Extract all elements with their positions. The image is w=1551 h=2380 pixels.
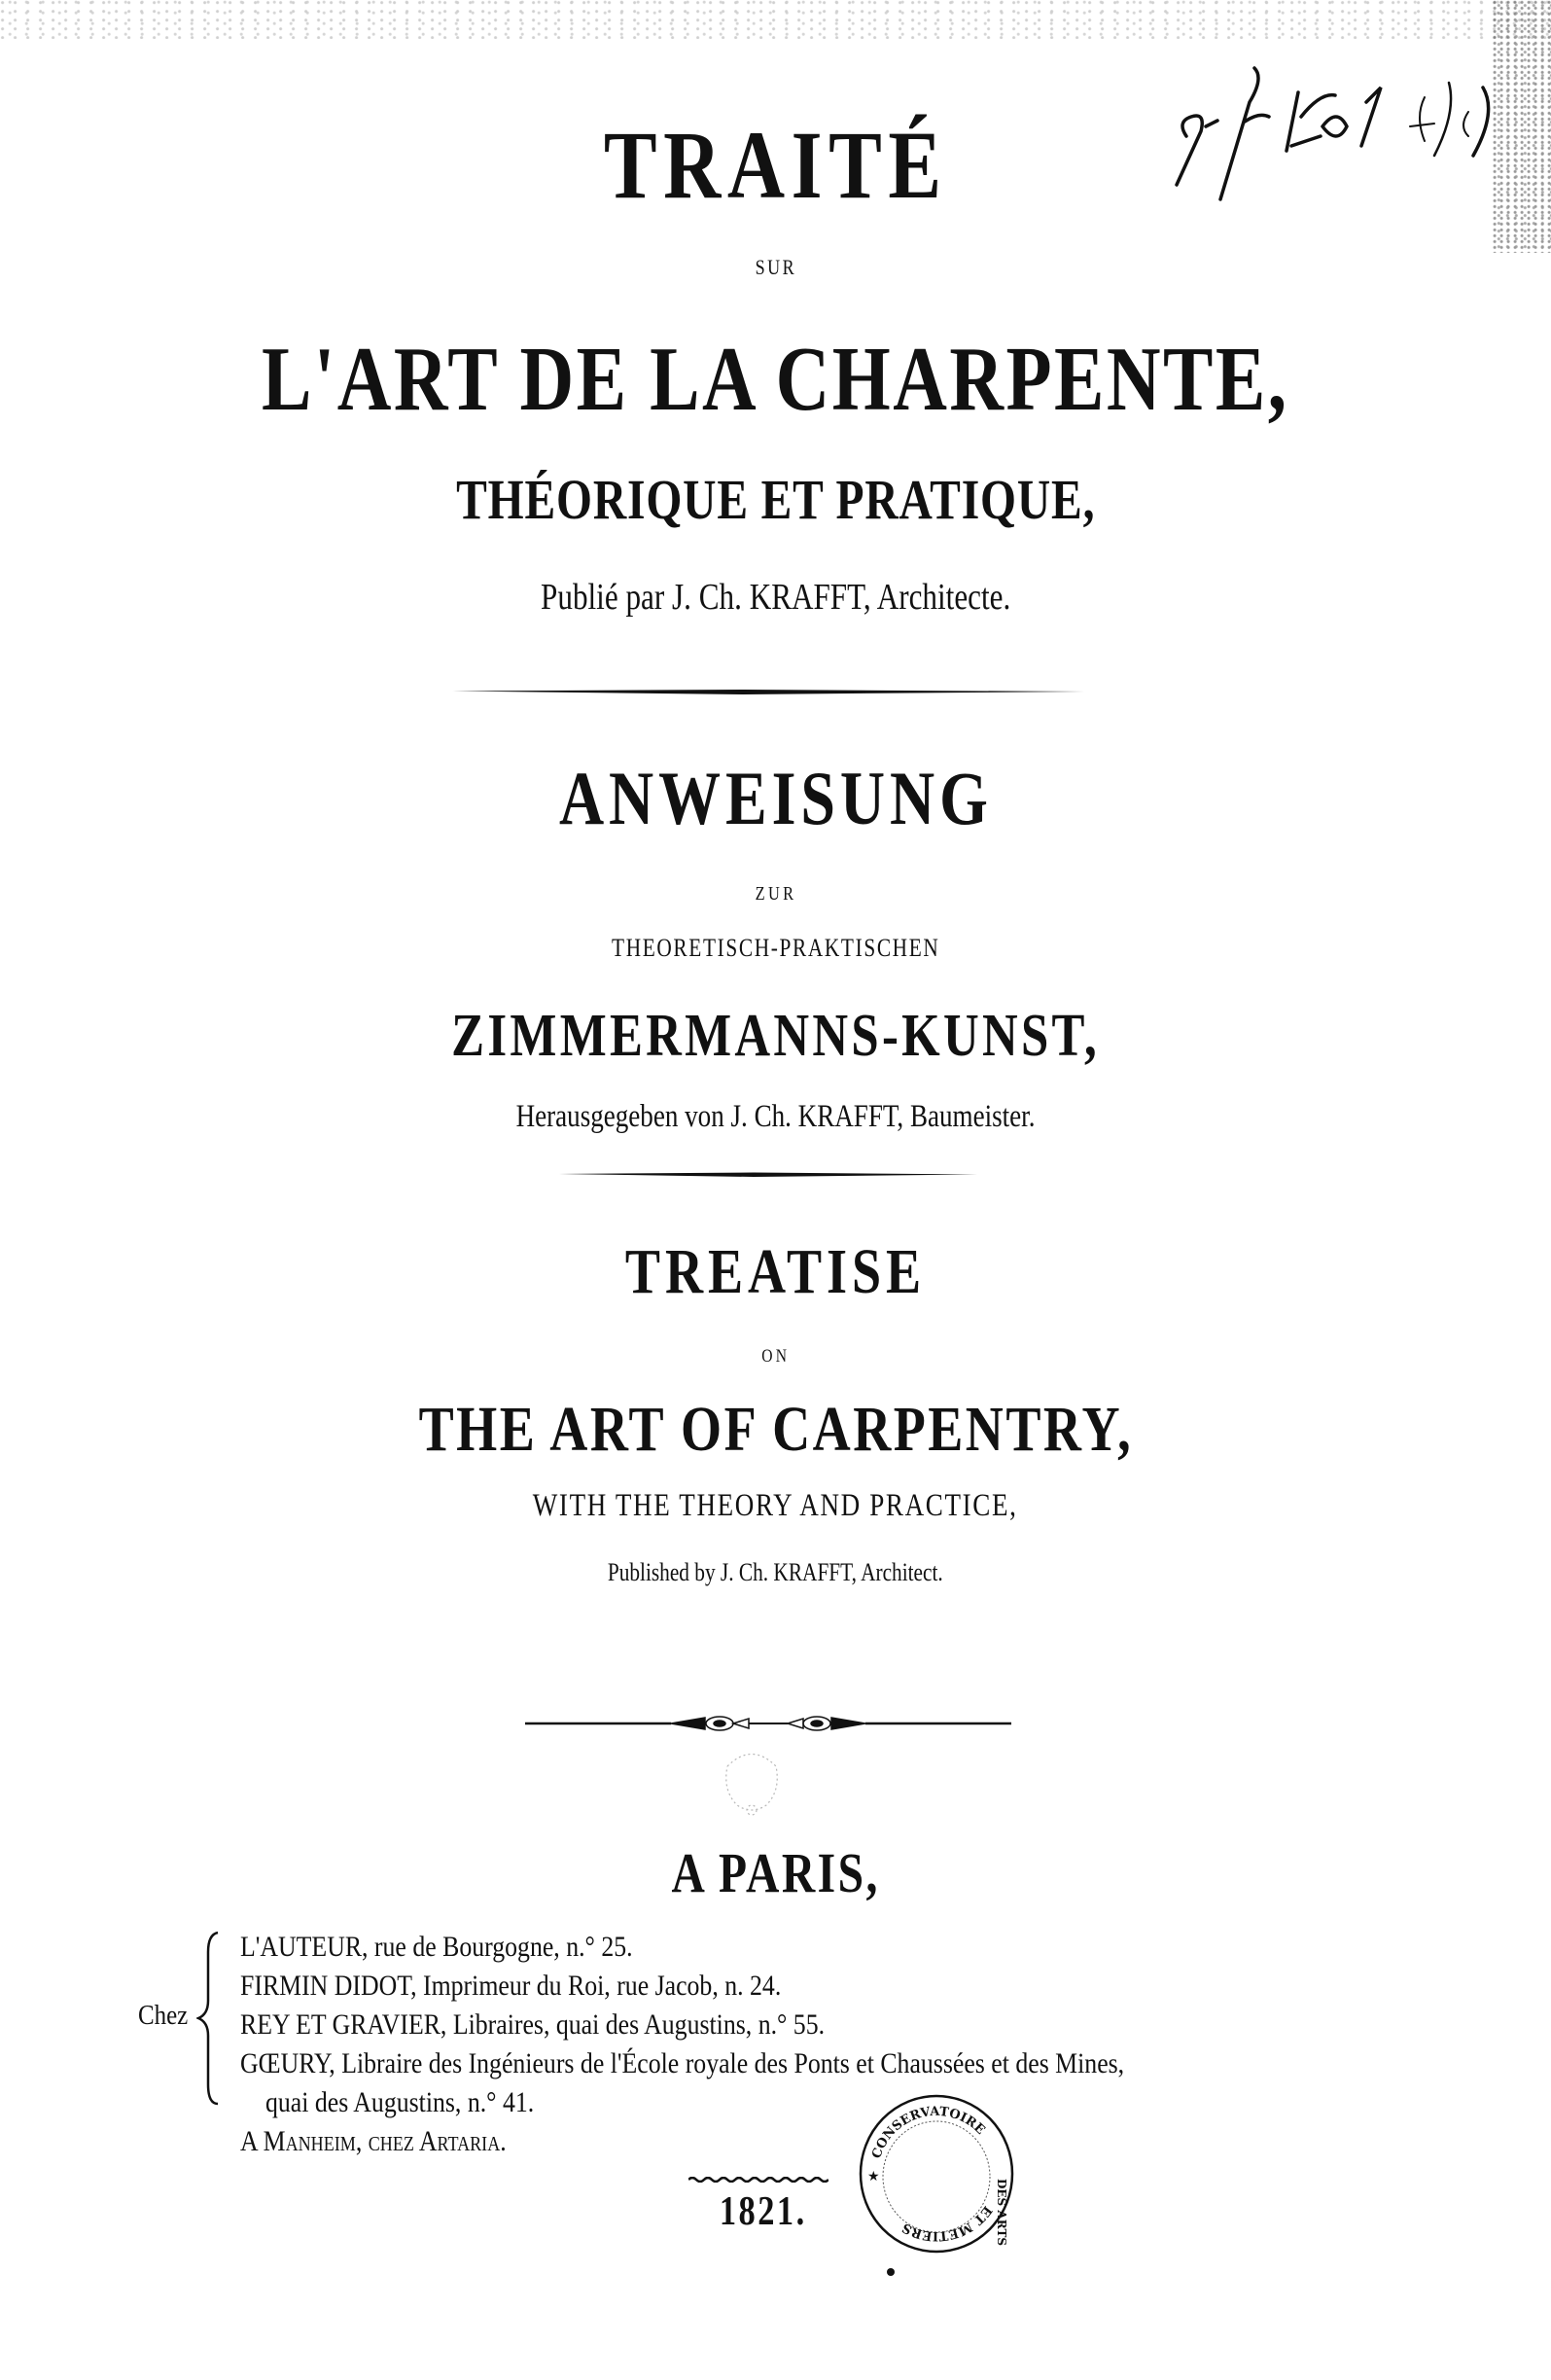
curly-brace xyxy=(196,1931,226,2106)
imprint-address-3: REY ET GRAVIER, Libraires, quai des Augustins, n.° 55. xyxy=(240,2008,826,2041)
imprint-address-2: FIRMIN DIDOT, Imprimeur du Roi, rue Jacob, n. 24. xyxy=(240,1970,782,2002)
ink-dot xyxy=(887,2268,895,2276)
english-title: TREATISE xyxy=(624,1236,927,1307)
imprint-chez: Chez xyxy=(138,2000,189,2031)
french-title: TRAITÉ xyxy=(603,111,948,219)
english-publisher-line: Published by J. Ch. KRAFFT, Architect. xyxy=(608,1558,943,1586)
imprint-city: A PARIS, xyxy=(671,1841,880,1904)
imprint-address-5: quai des Augustins, n.° 41. xyxy=(265,2086,535,2118)
french-subtitle: L'ART DE LA CHARPENTE, xyxy=(262,329,1289,430)
svg-text:ET METIERS: ET METIERS xyxy=(899,2202,995,2244)
imprint-address-4: GŒURY, Libraire des Ingénieurs de l'École royale des Ponts et Chaussées et des Mines, xyxy=(240,2047,1125,2079)
english-subtitle: THE ART OF CARPENTRY, xyxy=(418,1394,1133,1465)
english-subtitle-2: WITH THE THEORY AND PRACTICE, xyxy=(533,1488,1018,1523)
tapered-rule xyxy=(452,689,1084,694)
wavy-rule xyxy=(688,2177,828,2183)
scan-speckle-top xyxy=(0,0,1551,39)
svg-text:CONSERVATOIRE: CONSERVATOIRE xyxy=(869,2104,988,2161)
french-publisher-line: Publié par J. Ch. KRAFFT, Architecte. xyxy=(540,577,1011,618)
german-line-2: ZIMMERMANNS-KUNST, xyxy=(451,1003,1100,1069)
german-line-1: THEORETISCH-PRAKTISCHEN xyxy=(611,934,940,962)
english-on: ON xyxy=(760,1346,791,1367)
svg-text:DES ARTS: DES ARTS xyxy=(995,2179,1008,2247)
publication-year: 1821. xyxy=(720,2189,807,2234)
german-title: ANWEISUNG xyxy=(558,756,993,840)
tapered-rule xyxy=(559,1172,977,1177)
ornamental-rule xyxy=(525,1712,1011,1735)
german-publisher-line: Herausgegeben von J. Ch. KRAFFT, Baumeister. xyxy=(515,1099,1036,1134)
svg-text:★: ★ xyxy=(867,2170,880,2185)
french-sur: SUR xyxy=(755,255,796,279)
imprint-address-1: L'AUTEUR, rue de Bourgogne, n.° 25. xyxy=(240,1931,633,1963)
imprint-manheim: A Manheim, chez Artaria. xyxy=(240,2125,507,2157)
german-zur: ZUR xyxy=(755,883,796,905)
library-stamp xyxy=(854,2091,1019,2256)
french-subtitle-2: THÉORIQUE ET PRATIQUE, xyxy=(455,468,1096,531)
faint-crest-mark xyxy=(718,1747,786,1820)
